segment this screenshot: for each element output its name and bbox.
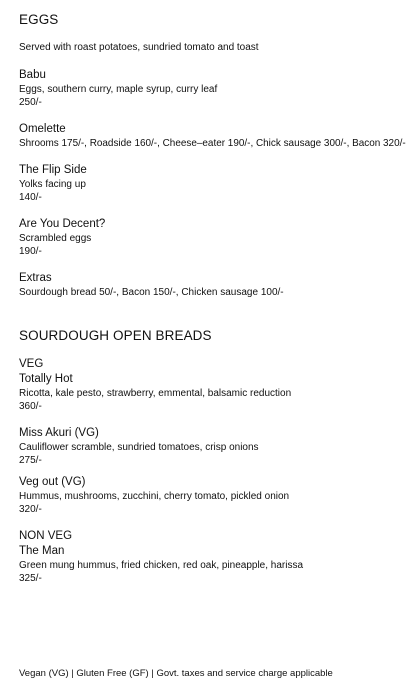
footer-note: Vegan (VG) | Gluten Free (GF) | Govt. taxes and service charge applicable — [19, 668, 333, 679]
item-name-the-man: The Man — [19, 545, 65, 557]
item-name-totally-hot: Totally Hot — [19, 373, 73, 385]
item-name-babu: Babu — [19, 69, 46, 81]
section-title-eggs: EGGS — [19, 12, 59, 27]
item-desc-babu: Eggs, southern curry, maple syrup, curry leaf — [19, 84, 218, 95]
item-name-veg-out: Veg out (VG) — [19, 476, 86, 488]
item-price-flip-side: 140/- — [19, 192, 42, 203]
item-price-are-you-decent: 190/- — [19, 246, 42, 257]
item-desc-totally-hot: Ricotta, kale pesto, strawberry, emmental, balsamic reduction — [19, 388, 292, 399]
item-desc-extras: Sourdough bread 50/-, Bacon 150/-, Chicken sausage 100/- — [19, 287, 284, 298]
item-name-flip-side: The Flip Side — [19, 164, 87, 176]
item-price-miss-akuri: 275/- — [19, 455, 42, 466]
item-desc-flip-side: Yolks facing up — [19, 179, 86, 190]
section-title-breads: SOURDOUGH OPEN BREADS — [19, 328, 212, 343]
item-desc-the-man: Green mung hummus, fried chicken, red oak, pineapple, harissa — [19, 560, 304, 571]
item-price-totally-hot: 360/- — [19, 401, 42, 412]
item-price-babu: 250/- — [19, 97, 42, 108]
item-name-are-you-decent: Are You Decent? — [19, 218, 106, 230]
item-name-miss-akuri: Miss Akuri (VG) — [19, 427, 99, 439]
group-label-veg: VEG — [19, 358, 44, 370]
group-label-non-veg: NON VEG — [19, 530, 73, 542]
item-desc-are-you-decent: Scrambled eggs — [19, 233, 92, 244]
item-price-the-man: 325/- — [19, 573, 42, 584]
eggs-intro: Served with roast potatoes, sundried tomato and toast — [19, 42, 259, 53]
item-desc-veg-out: Hummus, mushrooms, zucchini, cherry tomato, pickled onion — [19, 491, 290, 502]
item-name-extras: Extras — [19, 272, 52, 284]
item-desc-omelette: Shrooms 175/-, Roadside 160/-, Cheese–eater 190/-, Chick sausage 300/-, Bacon 320/- — [19, 138, 406, 149]
item-name-omelette: Omelette — [19, 123, 66, 135]
item-price-veg-out: 320/- — [19, 504, 42, 515]
item-desc-miss-akuri: Cauliflower scramble, sundried tomatoes, crisp onions — [19, 442, 259, 453]
